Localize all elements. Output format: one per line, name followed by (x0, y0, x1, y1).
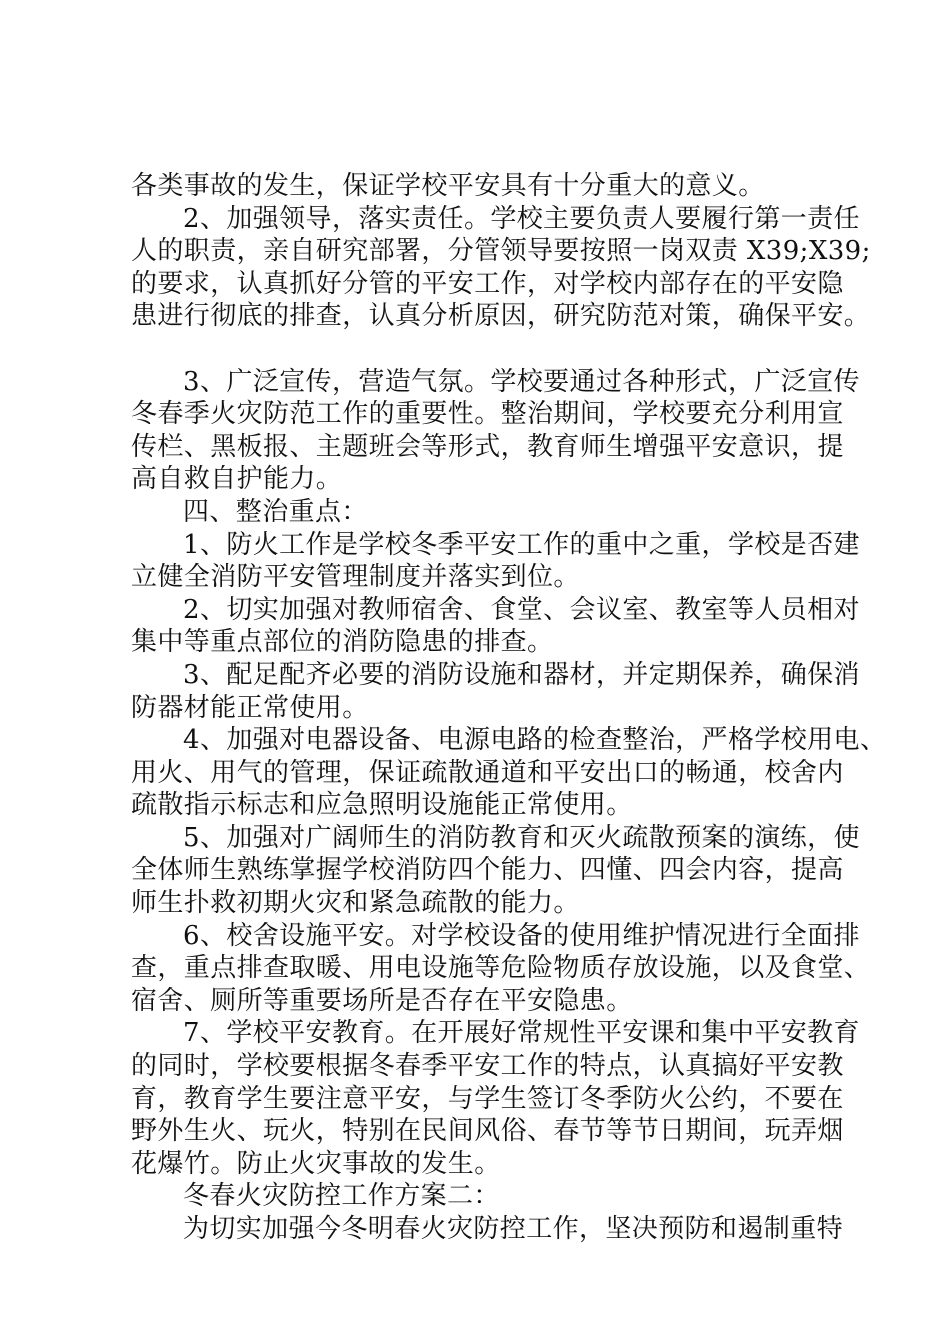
document-body (131, 170, 887, 1246)
text-line: 查，重点排查取暖、用电设施等危险物质存放设施，以及食堂、 (131, 953, 871, 984)
text-line: 立健全消防平安管理制度并落实到位。 (131, 562, 580, 593)
text-line: 传栏、黑板报、主题班会等形式，教育师生增强平安意识，提 (131, 431, 844, 462)
text-line: 3、配足配齐必要的消防设施和器材，并定期保养，确保消 (183, 659, 860, 690)
text-line: 疏散指示标志和应急照明设施能正常使用。 (131, 790, 633, 821)
text-line: 6、校舍设施平安。对学校设备的使用维护情况进行全面排 (183, 920, 860, 951)
text-line: 4、加强对电器设备、电源电路的检查整治，严格学校用电、 (183, 725, 887, 756)
text-line: 集中等重点部位的消防隐患的排查。 (131, 627, 554, 658)
text-line: 野外生火、玩火，特别在民间风俗、春节等节日期间，玩弄烟 (131, 1116, 844, 1147)
text-line: 的要求，认真抓好分管的平安工作，对学校内部存在的平安隐 (131, 268, 844, 299)
text-line: 为切实加强今冬明春火灾防控工作，坚决预防和遏制重特 (183, 1214, 844, 1244)
text-line: 5、加强对广阔师生的消防教育和灭火疏散预案的演练，使 (183, 822, 860, 853)
text-line: 7、学校平安教育。在开展好常规性平安课和集中平安教育 (183, 1018, 860, 1049)
text-line: 全体师生熟练掌握学校消防四个能力、四懂、四会内容，提高 (131, 855, 844, 886)
text-line: 各类事故的发生，保证学校平安具有十分重大的意义。 (131, 171, 765, 201)
text-line: 宿舍、厕所等重要场所是否存在平安隐患。 (131, 985, 633, 1016)
text-line: 师生扑救初期火灾和紧急疏散的能力。 (131, 888, 580, 919)
text-line: 冬春季火灾防范工作的重要性。整治期间，学校要充分利用宣 (131, 399, 844, 430)
text-line: 用火、用气的管理，保证疏散通道和平安出口的畅通，校舍内 (131, 757, 844, 788)
text-line: 3、广泛宣传，营造气氛。学校要通过各种形式，广泛宣传 (183, 366, 860, 397)
text-line: 育，教育学生要注意平安，与学生签订冬季防火公约，不要在 (131, 1083, 844, 1114)
text-line: 患进行彻底的排查，认真分析原因，研究防范对策，确保平安。 (131, 301, 871, 332)
text-line: 2、切实加强对教师宿舍、食堂、会议室、教室等人员相对 (183, 594, 860, 625)
text-line: 人的职责，亲自研究部署，分管领导要按照一岗双责 X39;X39; (131, 236, 871, 267)
text-line: 1、防火工作是学校冬季平安工作的重中之重，学校是否建 (183, 529, 860, 560)
text-line: 高自救自护能力。 (131, 464, 343, 495)
text-line: 的同时，学校要根据冬春季平安工作的特点，认真搞好平安教 (131, 1051, 844, 1082)
text-line: 防器材能正常使用。 (131, 692, 369, 723)
section-heading: 四、整治重点： (183, 496, 368, 527)
text-line: 花爆竹。防止火灾事故的发生。 (131, 1148, 501, 1179)
blank-line (131, 333, 851, 366)
text-line: 2、加强领导，落实责任。学校主要负责人要履行第一责任 (183, 203, 860, 234)
section-heading: 冬春火灾防控工作方案二： (183, 1181, 500, 1212)
